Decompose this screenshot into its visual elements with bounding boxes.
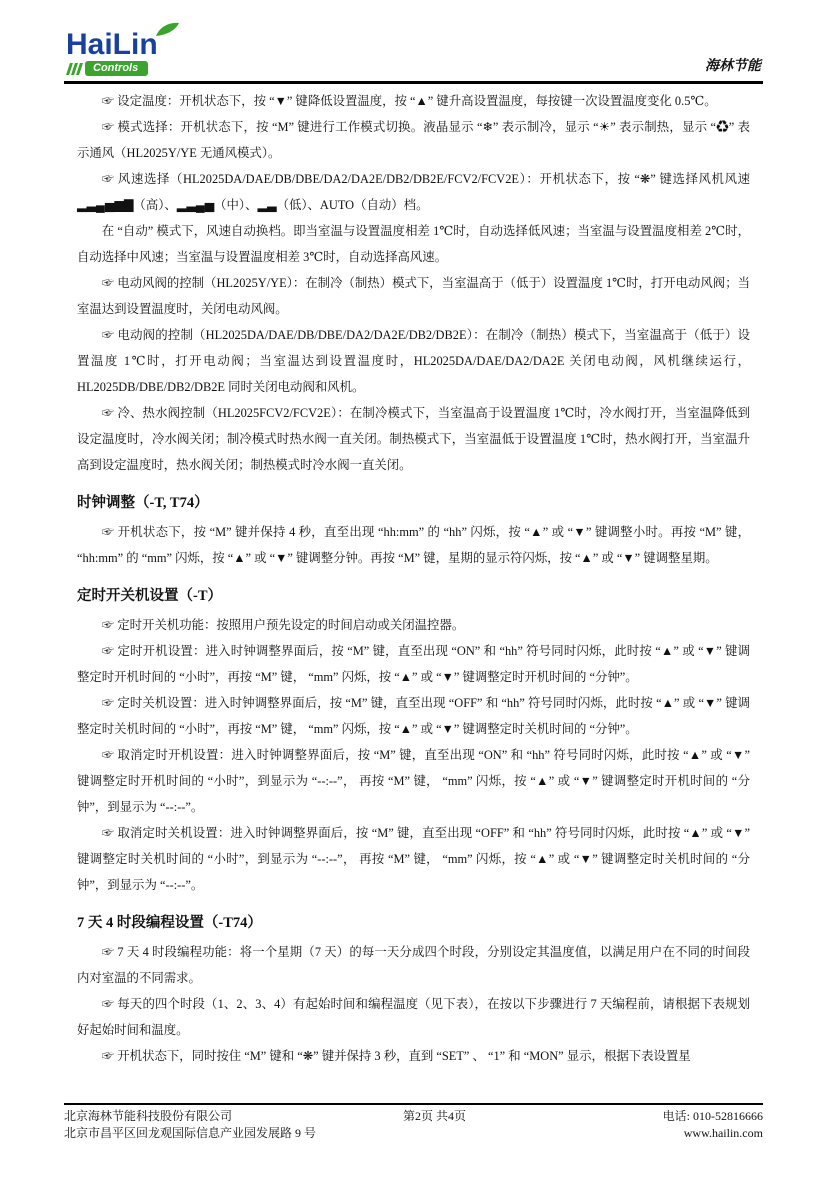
paragraph-program-function: ☞ 7 天 4 时段编程功能：将一个星期（7 天）的每一天分成四个时段，分别设定其温度值，以满足用户在不同的时间段内对室温的不同需求。 xyxy=(77,945,750,985)
paragraph-timer-off: ☞ 定时关机设置：进入时钟调整界面后，按 “M” 键，直至出现 “OFF” 和 “hh” 符号同时闪烁，此时按 “▲” 或 “▼” 键调整定时关机时间的 “小时”，再按 “M” 键， “mm” 闪烁，按 “▲” 或 “▼” 键调整定时关机时间的 “分钟”。 xyxy=(77,696,750,736)
footer-phone: 电话: 010-52816666 xyxy=(662,1109,763,1123)
logo-bars-icon xyxy=(68,63,81,75)
leaf-icon xyxy=(154,22,180,38)
heading-clock-adjust: 时钟调整（-T, T74） xyxy=(77,495,209,511)
paragraph-cancel-timer-on: ☞ 取消定时开机设置：进入时钟调整界面后，按 “M” 键，直至出现 “ON” 和 “hh” 符号同时闪烁，此时按 “▲” 或 “▼” 键调整定时开机时间的 “小时”，到显示为 “--:--”， 再按 “M” 键， “mm” 闪烁，按 “▲” 或 “▼” 键调整定时开机时间的 “分钟”，到显示为 “--:--”。 xyxy=(77,748,750,814)
paragraph-water-valve: ☞ 冷、热水阀控制（HL2025FCV2/FCV2E）：在制冷模式下，当室温高于设置温度 1℃时，冷水阀打开，当室温降低到设定温度时，冷水阀关闭；制冷模式时热水阀一直关闭。制热模式下，当室温低于设置温度 1℃时，热水阀打开，当室温升高到设定温度时，热水阀关闭；制热模式时冷水阀一直关闭。 xyxy=(77,406,750,472)
footer-page-number: 第2页 共4页 xyxy=(402,1109,466,1123)
paragraph-motor-valve: ☞ 电动阀的控制（HL2025DA/DAE/DB/DBE/DA2/DA2E/DB2/DB2E）：在制冷（制热）模式下，当室温高于（低于）设置温度 1℃时，打开电动阀；当室温达到设置温度时，HL2025DA/DAE/DA2/DA2E 关闭电动阀，风机继续运行，HL2025DB/DBE/DB2/DB2E 同时关闭电动阀和风机。 xyxy=(77,328,750,394)
paragraph-air-damper: ☞ 电动风阀的控制（HL2025Y/YE）：在制冷（制热）模式下，当室温高于（低于）设置温度 1℃时，打开电动风阀；当室温达到设置温度时，关闭电动风阀。 xyxy=(77,276,750,316)
heading-timer-setting: 定时开关机设置（-T） xyxy=(77,588,222,604)
paragraph-cancel-timer-off: ☞ 取消定时关机设置：进入时钟调整界面后，按 “M” 键，直至出现 “OFF” 和 “hh” 符号同时闪烁，此时按 “▲” 或 “▼” 键调整定时关机时间的 “小时”，到显示为 “--:--”， 再按 “M” 键， “mm” 闪烁，按 “▲” 或 “▼” 键调整定时关机时间的 “分钟”，到显示为 “--:--”。 xyxy=(77,826,750,892)
paragraph-clock-adjust: ☞ 开机状态下，按 “M” 键并保持 4 秒，直至出现 “hh:mm” 的 “hh” 闪烁，按 “▲” 或 “▼” 键调整小时。再按 “M” 键， “hh:mm” 的 “mm” 闪烁，按 “▲” 或 “▼” 键调整分钟。再按 “M” 键，星期的显示符闪烁，按 “▲” 或 “▼” 键调整星期。 xyxy=(77,525,750,565)
logo-controls-label: Controls xyxy=(85,61,148,76)
logo-wordmark: HaiLin xyxy=(66,28,158,61)
paragraph-mode-select: ☞ 模式选择：开机状态下，按 “M” 键进行工作模式切换。液晶显示 “❄” 表示制冷，显示 “☀” 表示制热，显示 “♻” 表示通风（HL2025Y/YE 无通风模式）。 xyxy=(77,120,750,160)
paragraph-auto-mode: 在 “自动” 模式下，风速自动换档。即当室温与设置温度相差 1℃时，自动选择低风速；当室温与设置温度相差 2℃时，自动选择中风速；当室温与设置温度相差 3℃时，自动选择高风速。 xyxy=(77,224,750,264)
page-footer xyxy=(64,1103,763,1142)
footer-company-name: 北京海林节能科技股份有限公司 xyxy=(64,1109,233,1123)
heading-7day-program: 7 天 4 时段编程设置（-T74） xyxy=(77,915,262,931)
paragraph-timer-on: ☞ 定时开机设置：进入时钟调整界面后，按 “M” 键，直至出现 “ON” 和 “hh” 符号同时闪烁，此时按 “▲” 或 “▼” 键调整定时开机时间的 “小时”，再按 “M” 键， “mm” 闪烁，按 “▲” 或 “▼” 键调整定时开机时间的 “分钟”。 xyxy=(77,644,750,684)
footer-contact-block xyxy=(511,1108,763,1142)
header-tagline: 海林节能 xyxy=(705,59,761,74)
document-body xyxy=(77,88,750,1069)
footer-website: www.hailin.com xyxy=(683,1126,763,1140)
paragraph-program-entry: ☞ 开机状态下，同时按住 “M” 键和 “❋” 键并保持 3 秒，直到 “SET” 、 “1” 和 “MON” 显示，根据下表设置星 xyxy=(101,1049,691,1063)
hailin-logo xyxy=(66,30,196,76)
paragraph-set-temp: ☞ 设定温度：开机状态下，按 “▼” 键降低设置温度，按 “▲” 键升高设置温度，每按键一次设置温度变化 0.5℃。 xyxy=(101,94,717,108)
footer-company-address: 北京市昌平区回龙观国际信息产业园发展路 9 号 xyxy=(64,1126,317,1140)
paragraph-program-periods: ☞ 每天的四个时段（1、2、3、4）有起始时间和编程温度（见下表），在按以下步骤进行 7 天编程前，请根据下表规划好起始时间和温度。 xyxy=(77,997,750,1037)
paragraph-fan-speed: ☞ 风速选择（HL2025DA/DAE/DB/DBE/DA2/DA2E/DB2/DB2E/FCV2/FCV2E）：开机状态下，按 “❋” 键选择风机风速 ▂▃▄▅▆▇（高）、▂▃▄▅（中）、▂▃（低）、AUTO（自动）档。 xyxy=(77,172,750,212)
page-header xyxy=(64,28,763,84)
logo-subrow xyxy=(68,61,196,76)
paragraph-timer-function: ☞ 定时开关机功能：按照用户预先设定的时间启动或关闭温控器。 xyxy=(101,618,465,632)
footer-company-block xyxy=(64,1108,358,1142)
